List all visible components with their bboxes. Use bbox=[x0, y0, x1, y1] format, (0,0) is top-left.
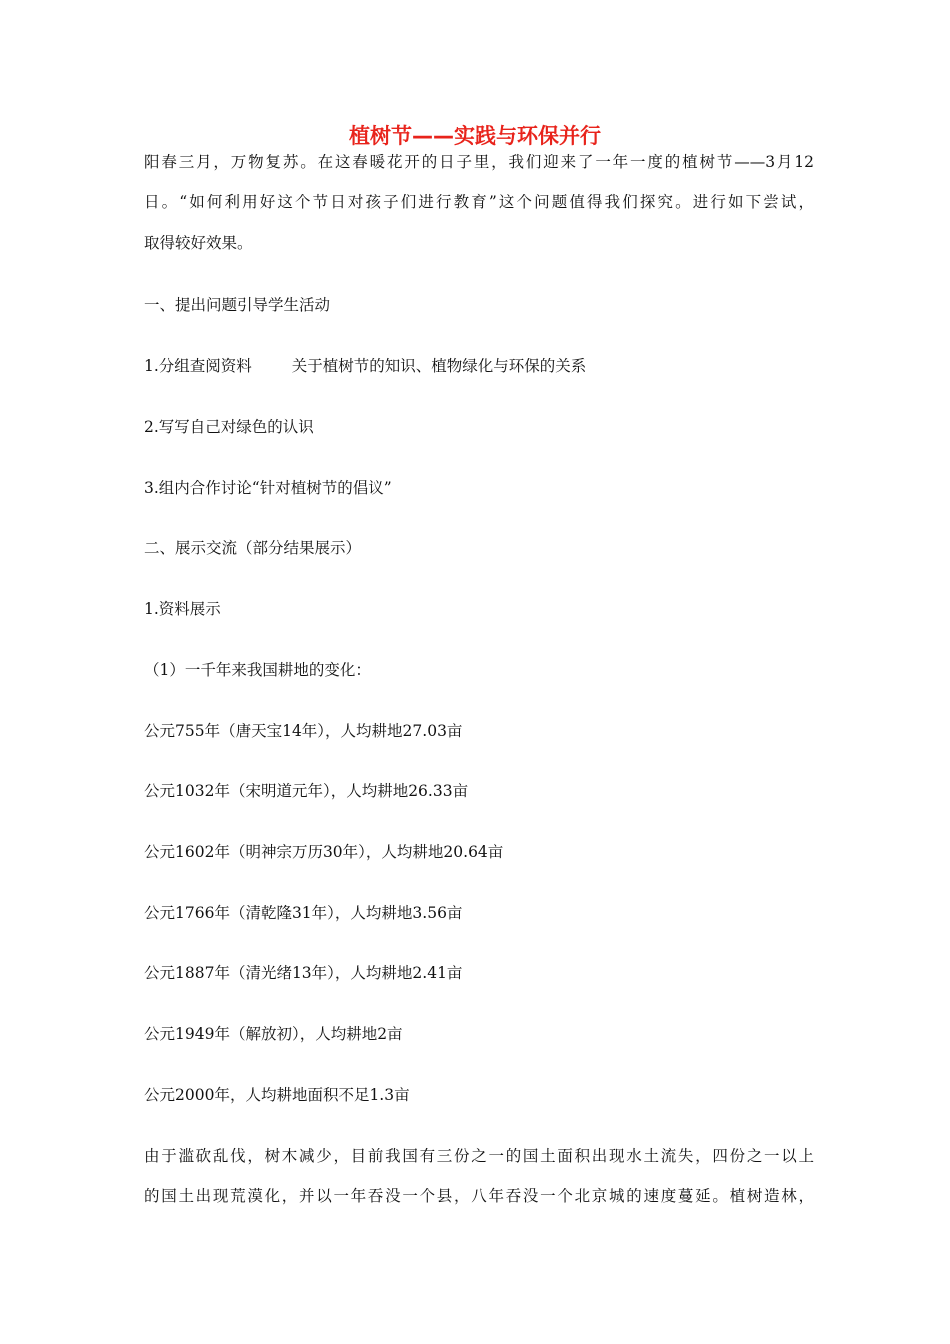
item-1-detail: 关于植树节的知识、植物绿化与环保的关系 bbox=[291, 357, 587, 375]
record-item: 公元1602年（明神宗万历30年），人均耕地20.64亩 bbox=[144, 843, 504, 861]
section-1-item-3: 3.组内合作讨论“针对植树节的倡议” bbox=[144, 479, 392, 497]
record-item: 公元1887年（清光绪13年），人均耕地2.41亩 bbox=[144, 964, 463, 982]
document-title: 植树节——实践与环保并行 bbox=[349, 124, 601, 148]
record-item: 公元1032年（宋明道元年），人均耕地26.33亩 bbox=[144, 782, 469, 800]
record-item: 公元1949年（解放初），人均耕地2亩 bbox=[144, 1025, 403, 1043]
record-item: 公元755年（唐天宝14年），人均耕地27.03亩 bbox=[144, 722, 463, 740]
record-item: 公元1766年（清乾隆31年），人均耕地3.56亩 bbox=[144, 904, 463, 922]
intro-line-2: 日。“如何利用好这个节日对孩子们进行教育”这个问题值得我们探究。进行如下尝试， bbox=[144, 193, 814, 211]
item-1-label: 1.分组查阅资料 bbox=[144, 357, 252, 375]
section-2-heading: 二、展示交流（部分结果展示） bbox=[144, 539, 362, 557]
section-2-sub-1: 1.资料展示 bbox=[144, 600, 221, 618]
record-item: 公元2000年，人均耕地面积不足1.3亩 bbox=[144, 1086, 410, 1104]
closing-line-2: 的国土出现荒漠化，并以一年吞没一个县，八年吞没一个北京城的速度蔓延。植树造林， bbox=[144, 1187, 814, 1205]
section-1-item-1 bbox=[144, 354, 814, 378]
closing-line-1: 由于滥砍乱伐，树木减少，目前我国有三份之一的国土面积出现水土流失，四份之一以上 bbox=[144, 1147, 814, 1165]
section-1-item-2: 2.写写自己对绿色的认识 bbox=[144, 418, 314, 436]
intro-line-1: 阳春三月，万物复苏。在这春暖花开的日子里，我们迎来了一年一度的植树节——3月12 bbox=[144, 153, 814, 171]
section-1-heading: 一、提出问题引导学生活动 bbox=[144, 296, 331, 314]
intro-line-3: 取得较好效果。 bbox=[144, 234, 253, 252]
section-2-sub-1-1: （1）一千年来我国耕地的变化： bbox=[144, 661, 371, 679]
